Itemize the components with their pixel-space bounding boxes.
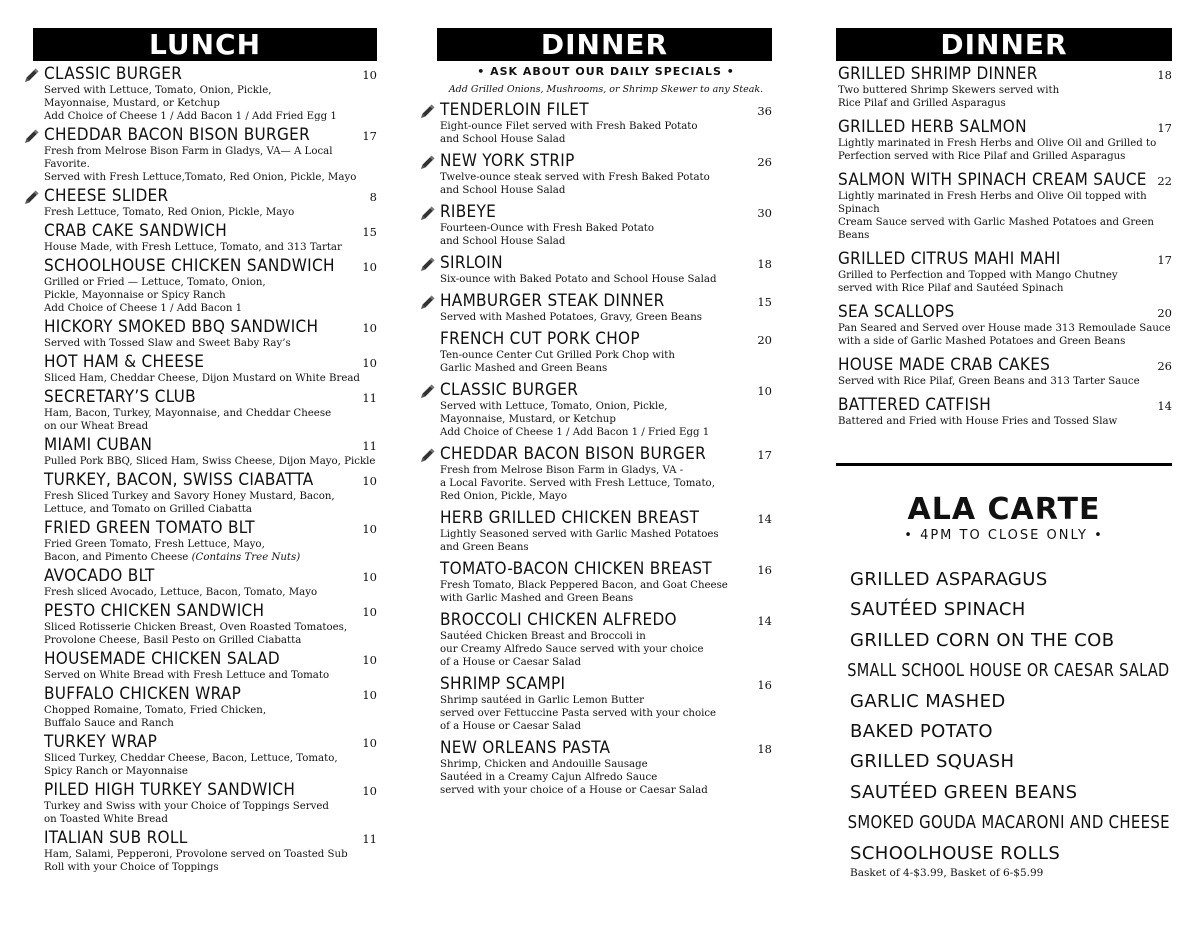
menu-item-header [44, 187, 377, 206]
pencil-icon [418, 256, 436, 274]
menu-item-price: 8 [369, 190, 377, 204]
menu-item-header [440, 611, 772, 630]
lunch-banner: LUNCH [33, 28, 377, 61]
menu-item [22, 126, 377, 184]
ala-carte-item: BAKED POTATO [850, 721, 993, 743]
menu-item-name: MIAMI CUBAN [44, 435, 153, 455]
menu-item-price: 15 [757, 295, 772, 309]
menu-item-addons: Add Choice of Cheese 1 / Add Bacon 1 / Fried Egg 1 [440, 427, 710, 438]
menu-item-header [440, 101, 772, 120]
menu-item-name: SEA SCALLOPS [838, 302, 955, 322]
menu-item-description: Sliced Rotisserie Chicken Breast, Oven Roasted Tomatoes, Provolone Cheese, Basil Pesto on Grilled Ciabatta [44, 622, 348, 646]
menu-item-header [44, 471, 377, 490]
menu-item-description: Sliced Ham, Cheddar Cheese, Dijon Mustard on White Bread [44, 373, 360, 384]
menu-item-header [440, 152, 772, 171]
menu-item-price: 10 [757, 384, 772, 398]
ala-carte-item: SAUTÉED GREEN BEANS [850, 781, 1078, 803]
menu-item-price: 10 [362, 474, 377, 488]
menu-item-price: 10 [362, 68, 377, 82]
menu-item [418, 560, 772, 605]
menu-item-description: Fresh Lettuce, Tomato, Red Onion, Pickle, Mayo [44, 207, 295, 218]
dinner-items [418, 101, 772, 797]
menu-item-description: Pulled Pork BBQ, Sliced Ham, Swiss Cheese, Dijon Mayo, Pickle [44, 456, 376, 467]
menu-item-price: 10 [362, 570, 377, 584]
menu-item-name: HOUSE MADE CRAB CAKES [838, 355, 1051, 375]
pencil-icon [418, 103, 436, 121]
menu-item-header [44, 602, 377, 621]
menu-item-name: CLASSIC BURGER [440, 380, 579, 400]
ala-carte-item: SAUTÉED SPINACH [850, 599, 1026, 621]
section-divider [836, 463, 1172, 466]
menu-item-header [440, 675, 772, 694]
menu-item-description: Chopped Romaine, Tomato, Fried Chicken, Buffalo Sauce and Ranch [44, 705, 267, 729]
menu-item-price: 26 [757, 155, 772, 169]
ala-carte-section [836, 492, 1172, 879]
menu-item-name: CHEESE SLIDER [44, 186, 169, 206]
menu-item-header [44, 257, 377, 276]
menu-item-description: Served with Lettuce, Tomato, Onion, Pickle, Mayonnaise, Mustard, or Ketchup [44, 85, 272, 109]
menu-item-name: FRIED GREEN TOMATO BLT [44, 518, 255, 538]
menu-item-header [44, 126, 377, 145]
menu-item-description: Fresh Tomato, Black Peppered Bacon, and Goat Cheese with Garlic Mashed and Green Beans [440, 580, 728, 604]
menu-item-description: Two buttered Shrimp Skewers served with Rice Pilaf and Grilled Asparagus [838, 85, 1060, 109]
menu-item-price: 17 [1157, 253, 1172, 267]
menu-item-header [838, 65, 1172, 84]
pencil-icon [418, 447, 436, 465]
menu-item-name: CRAB CAKE SANDWICH [44, 221, 228, 241]
menu-item [418, 509, 772, 554]
menu-item-price: 11 [362, 832, 377, 846]
menu-item-header [838, 171, 1172, 190]
menu-item [22, 318, 377, 350]
menu-item-price: 10 [362, 321, 377, 335]
menu-item-name: HICKORY SMOKED BBQ SANDWICH [44, 317, 319, 337]
menu-item-price: 18 [757, 257, 772, 271]
menu-item-header [44, 829, 377, 848]
menu-item-header [440, 254, 772, 273]
menu-item-name: GRILLED CITRUS MAHI MAHI [838, 249, 1061, 269]
ala-carte-item: SCHOOLHOUSE ROLLS [850, 842, 1061, 864]
menu-item [22, 602, 377, 647]
menu-item-name: BUFFALO CHICKEN WRAP [44, 684, 242, 704]
menu-item-header [440, 445, 772, 464]
allergen-note: (Contains Tree Nuts) [191, 552, 301, 563]
menu-item-description: Ham, Salami, Pepperoni, Provolone served on Toasted Sub Roll with your Choice of Toppings [44, 849, 348, 873]
menu-item [418, 611, 772, 669]
menu-item-name: FRENCH CUT PORK CHOP [440, 329, 640, 349]
menu-item-description: Lightly Seasoned served with Garlic Mashed Potatoes and Green Beans [440, 529, 719, 553]
menu-item-header [44, 436, 377, 455]
menu-item [22, 65, 377, 123]
pencil-icon [418, 154, 436, 172]
menu-item [836, 356, 1172, 388]
menu-item-price: 17 [1157, 121, 1172, 135]
menu-item-price: 30 [757, 206, 772, 220]
menu-item-header [838, 303, 1172, 322]
menu-item-name: GRILLED SHRIMP DINNER [838, 64, 1038, 84]
menu-item-price: 10 [362, 605, 377, 619]
menu-item-description: Lightly marinated in Fresh Herbs and Olive Oil topped with Spinach Cream Sauce served with Garlic Mashed Potatoes and Green Beans [838, 191, 1154, 241]
menu-item [22, 436, 377, 468]
pencil-icon [22, 67, 40, 85]
menu-item-name: TURKEY, BACON, SWISS CIABATTA [44, 470, 314, 490]
menu-item [418, 675, 772, 733]
menu-item-price: 14 [757, 614, 772, 628]
menu-item-price: 10 [362, 736, 377, 750]
menu-item-description: Ham, Bacon, Turkey, Mayonnaise, and Cheddar Cheese on our Wheat Bread [44, 408, 332, 432]
menu-item-price: 17 [362, 129, 377, 143]
menu-item-name: SHRIMP SCAMPI [440, 674, 566, 694]
menu-item-name: NEW YORK STRIP [440, 151, 575, 171]
menu-item-description: Eight-ounce Filet served with Fresh Baked Potato and School House Salad [440, 121, 698, 145]
menu-item [418, 101, 772, 146]
menu-item-description: Fresh from Melrose Bison Farm in Gladys, VA - a Local Favorite. Served with Fresh Lettuce, Tomato, Red Onion, Pickle, Mayo [440, 465, 715, 502]
menu-item [22, 222, 377, 254]
menu-item-description: Fresh Sliced Turkey and Savory Honey Mustard, Bacon, Lettuce, and Tomato on Grilled Ciabatta [44, 491, 335, 515]
menu-item-header [440, 330, 772, 349]
menu-item-price: 10 [362, 260, 377, 274]
menu-item-price: 10 [362, 688, 377, 702]
menu-item-header [44, 650, 377, 669]
menu-item-name: ITALIAN SUB ROLL [44, 828, 188, 848]
menu-item [22, 567, 377, 599]
menu-item-price: 16 [757, 678, 772, 692]
ala-carte-item: SMOKED GOUDA MACARONI AND CHEESE [847, 812, 1170, 834]
menu-item-name: TURKEY WRAP [44, 732, 158, 752]
menu-item [22, 733, 377, 778]
menu-item-addons: Add Choice of Cheese 1 / Add Bacon 1 / Add Fried Egg 1 [44, 111, 337, 122]
daily-specials-note: • ASK ABOUT OUR DAILY SPECIALS • [477, 65, 735, 78]
menu-item-header [440, 739, 772, 758]
menu-item-header [440, 509, 772, 528]
menu-item-price: 26 [1157, 359, 1172, 373]
menu-item [418, 445, 772, 503]
menu-item-addons: Add Choice of Cheese 1 / Add Bacon 1 [44, 303, 243, 314]
menu-item-description: Fourteen-Ounce with Fresh Baked Potato and School House Salad [440, 223, 655, 247]
menu-item-price: 10 [362, 784, 377, 798]
menu-item [22, 187, 377, 219]
menu-item-description: Served with Mashed Potatoes, Gravy, Green Beans [440, 312, 703, 323]
menu-item-name: AVOCADO BLT [44, 566, 155, 586]
menu-item-description: Sliced Turkey, Cheddar Cheese, Bacon, Lettuce, Tomato, Spicy Ranch or Mayonnaise [44, 753, 338, 777]
menu-item-header [440, 203, 772, 222]
menu-item-description: Shrimp, Chicken and Andouille Sausage Sautéed in a Creamy Cajun Alfredo Sauce served with your choice of a House or Caesar Salad [440, 759, 708, 796]
pencil-icon [22, 128, 40, 146]
menu-item [836, 65, 1172, 110]
menu-item [418, 330, 772, 375]
menu-item-description: Twelve-ounce steak served with Fresh Baked Potato and School House Salad [440, 172, 710, 196]
menu-item-header [440, 560, 772, 579]
menu-item-header [44, 567, 377, 586]
menu-item-name: NEW ORLEANS PASTA [440, 738, 611, 758]
menu-item-description: House Made, with Fresh Lettuce, Tomato, and 313 Tartar [44, 242, 342, 253]
menu-item-price: 22 [1157, 174, 1172, 188]
menu-item-name: HAMBURGER STEAK DINNER [440, 291, 665, 311]
menu-item-price: 11 [362, 391, 377, 405]
menu-item-header [44, 353, 377, 372]
ala-carte-item: SMALL SCHOOL HOUSE OR CAESAR SALAD [847, 660, 1170, 682]
menu-item-description: Shrimp sautéed in Garlic Lemon Butter served over Fettuccine Pasta served with your choice of a House or Caesar Salad [440, 695, 717, 732]
menu-item-price: 17 [757, 448, 772, 462]
menu-item-description-cont [44, 551, 377, 564]
menu-item [22, 519, 377, 564]
menu-item-description: Battered and Fried with House Fries and Tossed Slaw [838, 416, 1118, 427]
lunch-column [22, 28, 377, 874]
menu-item [418, 739, 772, 797]
menu-item-description: Sautéed Chicken Breast and Broccoli in our Creamy Alfredo Sauce served with your choice of a House or Caesar Salad [440, 631, 704, 668]
menu-item [418, 292, 772, 324]
menu-item [418, 381, 772, 439]
pencil-icon [418, 205, 436, 223]
menu-item-header [44, 388, 377, 407]
menu-item-name: SCHOOLHOUSE CHICKEN SANDWICH [44, 256, 335, 276]
menu-item-header [44, 519, 377, 538]
menu-item-price: 14 [757, 512, 772, 526]
menu-item-price: 14 [1157, 399, 1172, 413]
menu-item-description: Served with Rice Pilaf, Green Beans and 313 Tarter Sauce [838, 376, 1140, 387]
dinner-column [418, 28, 772, 797]
menu-item-name: CHEDDAR BACON BISON BURGER [440, 444, 707, 464]
menu-item-description: Turkey and Swiss with your Choice of Toppings Served on Toasted White Bread [44, 801, 329, 825]
menu-item-description: Fresh from Melrose Bison Farm in Gladys, VA— A Local Favorite. Served with Fresh Lettuce,Tomato, Red Onion, Pickle, Mayo [44, 146, 357, 183]
menu-item [22, 650, 377, 682]
dinner-seafood-column [836, 28, 1172, 428]
menu-item-price: 20 [1157, 306, 1172, 320]
menu-item [836, 171, 1172, 242]
menu-item [418, 152, 772, 197]
menu-item [22, 353, 377, 385]
menu-item-header [44, 733, 377, 752]
menu-item [22, 388, 377, 433]
menu-item-price: 10 [362, 653, 377, 667]
pencil-icon [418, 383, 436, 401]
dinner-seafood-banner: DINNER [836, 28, 1172, 61]
menu-item-description-text: Bacon, and Pimento Cheese [44, 552, 192, 563]
ala-carte-item: GRILLED ASPARAGUS [850, 569, 1048, 590]
menu-item-name: HERB GRILLED CHICKEN BREAST [440, 508, 700, 528]
menu-item-price: 10 [362, 522, 377, 536]
menu-item-header [44, 781, 377, 800]
dinner-seafood-items [836, 65, 1172, 428]
menu-item-name: TOMATO-BACON CHICKEN BREAST [440, 559, 712, 579]
menu-item-name: CHEDDAR BACON BISON BURGER [44, 125, 311, 145]
menu-item-price: 10 [362, 356, 377, 370]
menu-item-description: Lightly marinated in Fresh Herbs and Olive Oil and Grilled to Perfection served with Rice Pilaf and Grilled Asparagus [838, 138, 1157, 162]
menu-item [836, 118, 1172, 163]
menu-item-name: SALMON WITH SPINACH CREAM SAUCE [838, 170, 1147, 190]
menu-item-header [44, 65, 377, 84]
ala-carte-title: ALA CARTE [907, 492, 1101, 527]
menu-item-header [440, 292, 772, 311]
menu-item-name: CLASSIC BURGER [44, 64, 183, 84]
menu-item-name: RIBEYE [440, 202, 497, 222]
menu-item-name: PESTO CHICKEN SANDWICH [44, 601, 265, 621]
menu-item-description: Served with Tossed Slaw and Sweet Baby Ray’s [44, 338, 291, 349]
menu-item [22, 471, 377, 516]
menu-item-description: Served on White Bread with Fresh Lettuce and Tomato [44, 670, 330, 681]
menu-item-price: 36 [757, 104, 772, 118]
menu-item-name: HOT HAM & CHEESE [44, 352, 205, 372]
menu-item-name: GRILLED HERB SALMON [838, 117, 1027, 137]
menu-item-header [44, 222, 377, 241]
menu-item-name: SECRETARY’S CLUB [44, 387, 196, 407]
menu-item-name: BATTERED CATFISH [838, 395, 992, 415]
menu-item-name: SIRLOIN [440, 253, 503, 273]
menu-item-header [44, 318, 377, 337]
menu-item-header [838, 118, 1172, 137]
menu-item-description: Six-ounce with Baked Potato and School House Salad [440, 274, 717, 285]
rolls-price-note: Basket of 4-$3.99, Basket of 6-$5.99 [850, 867, 1044, 880]
menu-item-name: BROCCOLI CHICKEN ALFREDO [440, 610, 677, 630]
menu-item-price: 15 [362, 225, 377, 239]
menu-item-header [838, 396, 1172, 415]
menu-item-price: 20 [757, 333, 772, 347]
menu-item-price: 11 [362, 439, 377, 453]
menu-item [836, 250, 1172, 295]
menu-item [836, 396, 1172, 428]
menu-item-description: Grilled to Perfection and Topped with Mango Chutney served with Rice Pilaf and Sautéed Spinach [838, 270, 1118, 294]
menu-item-name: HOUSEMADE CHICKEN SALAD [44, 649, 280, 669]
ala-carte-item: GARLIC MASHED [850, 690, 1006, 712]
menu-item-description: Served with Lettuce, Tomato, Onion, Pickle, Mayonnaise, Mustard, or Ketchup [440, 401, 668, 425]
menu-item [22, 781, 377, 826]
menu-item-description: Pan Seared and Served over House made 313 Remoulade Sauce with a side of Garlic Mashed Potatoes and Green Beans [838, 323, 1171, 347]
menu-item-description: Ten-ounce Center Cut Grilled Pork Chop with Garlic Mashed and Green Beans [440, 350, 675, 374]
ala-carte-hours: • 4PM TO CLOSE ONLY • [904, 528, 1104, 543]
menu-item-price: 16 [757, 563, 772, 577]
menu-item [418, 203, 772, 248]
menu-item-price: 18 [1157, 68, 1172, 82]
ala-carte-item: GRILLED CORN ON THE COB [850, 629, 1115, 651]
menu-item-header [44, 685, 377, 704]
menu-item-header [838, 250, 1172, 269]
menu-item-description: Fried Green Tomato, Fresh Lettuce, Mayo, [44, 539, 265, 550]
menu-item [418, 254, 772, 286]
menu-item-name: TENDERLOIN FILET [440, 100, 589, 120]
menu-item-price: 18 [757, 742, 772, 756]
steak-addon-note: Add Grilled Onions, Mushrooms, or Shrimp Skewer to any Steak. [448, 84, 764, 95]
menu-item [836, 303, 1172, 348]
menu-item-description: Grilled or Fried — Lettuce, Tomato, Onion, Pickle, Mayonnaise or Spicy Ranch [44, 277, 266, 301]
dinner-banner: DINNER [437, 28, 772, 61]
ala-carte-list [836, 565, 1172, 869]
menu-item [22, 829, 377, 874]
menu-item-description: Fresh sliced Avocado, Lettuce, Bacon, Tomato, Mayo [44, 587, 318, 598]
lunch-items [22, 65, 377, 874]
menu-item [22, 685, 377, 730]
menu-item-header [838, 356, 1172, 375]
menu-item-header [440, 381, 772, 400]
pencil-icon [22, 189, 40, 207]
pencil-icon [418, 294, 436, 312]
menu-item-name: PILED HIGH TURKEY SANDWICH [44, 780, 296, 800]
ala-carte-item: GRILLED SQUASH [850, 751, 1015, 773]
menu-item [22, 257, 377, 315]
